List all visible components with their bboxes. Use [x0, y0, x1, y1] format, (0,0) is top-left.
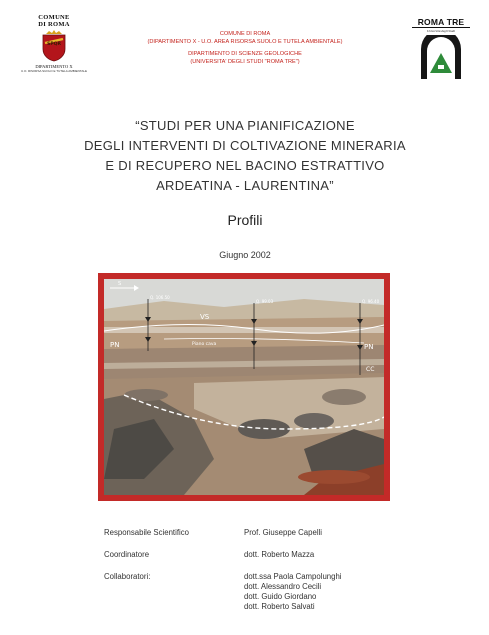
coordinatore-value: dott. Roberto Mazza	[244, 550, 315, 559]
document-subtitle: Profili	[227, 212, 263, 228]
collaboratori-label: Collaboratori:	[104, 572, 151, 581]
roma-coat-of-arms-icon	[41, 30, 67, 62]
collaboratore-name: dott. Roberto Salvati	[244, 602, 315, 611]
comune-di-roma-logo	[14, 14, 94, 73]
document-title	[70, 116, 420, 196]
coordinatore-label: Coordinatore	[104, 550, 150, 559]
credit-row-coordinatore	[104, 550, 434, 560]
header-line-dipartimento: (DIPARTIMENTO X - U.O. AREA RISORSA SUOLO E TUTELA AMBIENTALE)	[147, 39, 343, 45]
photo-label-cc: CC	[366, 366, 375, 373]
photo-label-pn-left: PN	[110, 341, 120, 349]
quarry-photo	[104, 279, 384, 495]
logo-department: DIPARTIMENTO X	[35, 64, 73, 69]
photo-label-pn-right: PN	[364, 343, 374, 351]
photo-label-q2: Q. 99.03	[256, 299, 274, 304]
responsabile-value: Prof. Giuseppe Capelli	[244, 528, 323, 537]
photo-label-vs: VS	[200, 313, 210, 321]
photo-frame	[98, 273, 390, 501]
roma-tre-name: ROMA TRE	[417, 17, 465, 27]
responsabile-label: Responsabile Scientifico	[104, 528, 189, 537]
collaboratore-name: dott. Alessandro Cecili	[244, 582, 322, 591]
institution-header	[130, 30, 360, 66]
roma-tre-emblem-icon	[418, 35, 464, 81]
credit-row-collaboratori	[104, 572, 434, 611]
photo-label-scale: S	[118, 281, 122, 287]
title-line-2: DEGLI INTERVENTI DI COLTIVAZIONE MINERARIA	[84, 138, 406, 153]
title-line-1: “STUDI PER UNA PIANIFICAZIONE	[135, 118, 355, 133]
roma-tre-logo	[412, 18, 470, 81]
document-date: Giugno 2002	[219, 250, 271, 260]
title-line-3: E DI RECUPERO NEL BACINO ESTRATTIVO	[105, 158, 385, 173]
photo-label-piano: Piano cava	[192, 342, 217, 347]
roma-tre-subtitle: Università degli Studi	[412, 27, 470, 33]
collaboratore-name: dott. Guido Giordano	[244, 592, 317, 601]
logo-city-line1: COMUNE	[38, 14, 70, 21]
credit-row-responsabile	[104, 528, 434, 538]
header-line-scienze: DIPARTIMENTO DI SCIENZE GEOLOGICHE	[188, 51, 302, 57]
quarry-landscape-illustration	[104, 279, 384, 495]
collaboratore-name: dott.ssa Paola Campolunghi	[244, 572, 342, 581]
logo-department-sub: U.O. RISORSA SUOLO E TUTELA AMBIENTALE	[20, 69, 88, 73]
header-line-universita: (UNIVERSITA' DEGLI STUDI "ROMA TRE")	[190, 59, 300, 65]
header-line-comune: COMUNE DI ROMA	[219, 31, 271, 37]
collaboratori-list	[244, 572, 342, 612]
photo-label-q1: Q. 106.50	[150, 295, 170, 300]
title-line-4: ARDEATINA - LAURENTINA”	[156, 178, 334, 193]
credits-block	[104, 528, 434, 611]
svg-text:SPQR: SPQR	[47, 42, 61, 47]
photo-label-q3: Q. 96.40	[362, 299, 380, 304]
logo-city-line2: DI ROMA	[38, 21, 70, 28]
